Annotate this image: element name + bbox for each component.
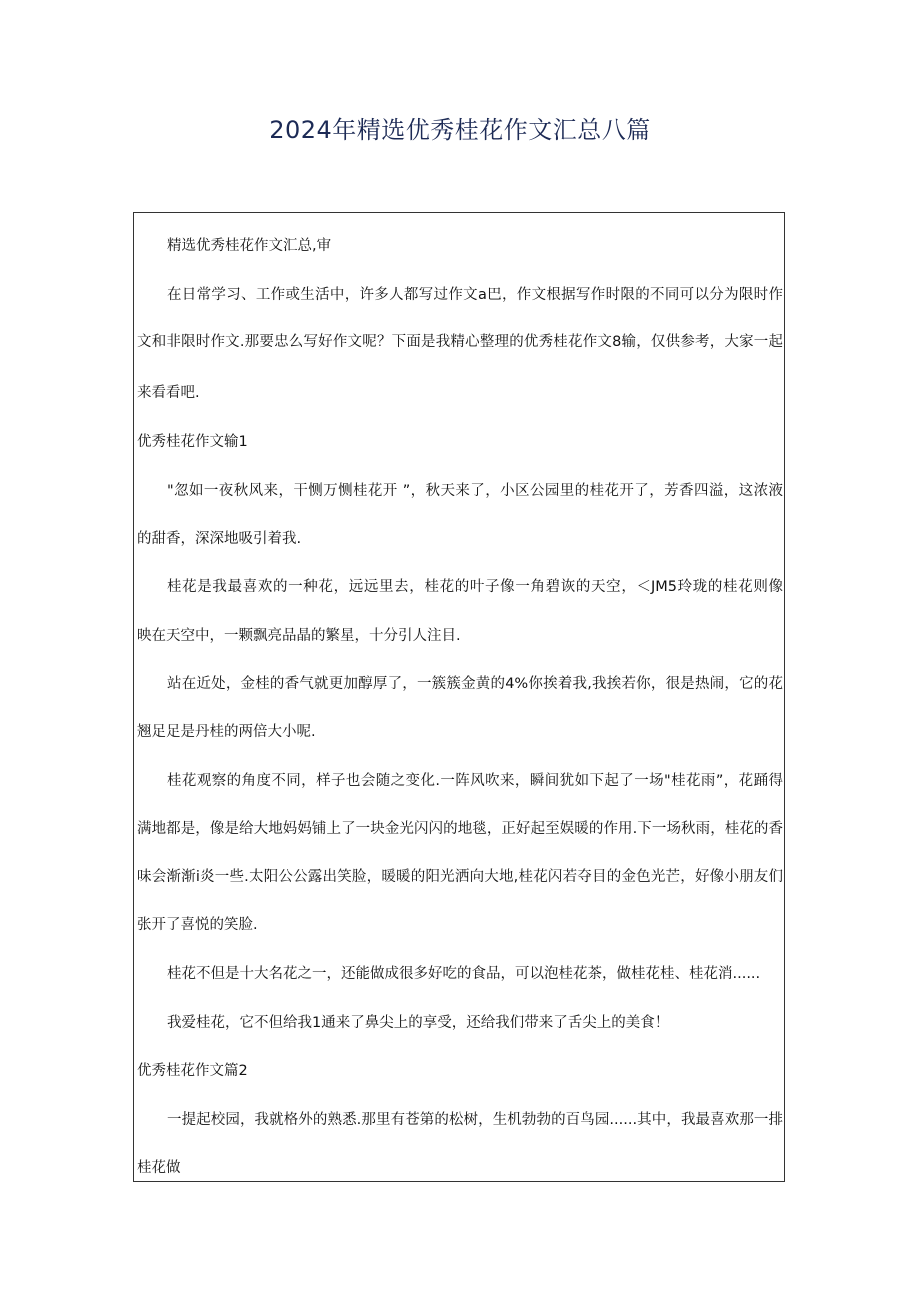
intro-line: 在日常学习、工作或生活中，许多人都写过作文a巴，作文根据写作时限的不同可以分为限时作 (167, 287, 783, 303)
essay1-heading: 优秀桂花作文输1 (137, 434, 248, 450)
paragraph-line: 桂花是我最喜欢的一种花，远远里去，桂花的叶子像一角碧诙的天空，＜JM5玲珑的桂花则像 (167, 579, 783, 595)
paragraph-line: 满地都是，像是给大地妈妈铺上了一块金光闪闪的地毯，正好起至娱暖的作用.下一场秋雨，桂花的香 (137, 821, 783, 837)
document-title: 2024年精选优秀桂花作文汇总八篇 (269, 116, 651, 144)
intro-line: 来看看吧. (137, 385, 200, 401)
paragraph-line: 桂花观察的角度不同，样子也会随之变化.一阵风吹来，瞬间犹如下起了一场"桂花雨”，花踊得 (167, 773, 783, 789)
intro-heading: 精选优秀桂花作文汇总,审 (167, 238, 332, 254)
paragraph-line: 桂花做 (137, 1160, 181, 1176)
essay2-heading: 优秀桂花作文篇2 (137, 1063, 248, 1079)
paragraph-line: 味会渐渐i炎一些.太阳公公露出笑脸，暖暖的阳光洒向大地,桂花闪若夺目的金色光芒，好像小朋友们 (137, 869, 783, 885)
paragraph-line: 张开了喜悦的笑脸. (137, 917, 258, 933)
paragraph-line: 翘足足是丹桂的两倍大小呢. (137, 724, 316, 740)
paragraph-line: 映在天空中，一颗飘亮品晶的繁星，十分引人注目. (137, 628, 461, 644)
content-frame (133, 212, 785, 1182)
intro-line: 文和非限时作文.那要忠么写好作文呢？下面是我精心整理的优秀桂花作文8输，仅供参考，大家一起 (137, 334, 783, 350)
paragraph-line: 一提起校园，我就格外的熟悉.那里有苍第的松树，生机勃勃的百鸟园......其中，我最喜欢那一排 (167, 1112, 783, 1128)
paragraph-line: "忽如一夜秋风来，干恻万恻桂花开 ”，秋天来了，小区公园里的桂花开了，芳香四溢，这浓液 (167, 483, 783, 499)
paragraph-line: 我爱桂花，它不但给我1通来了鼻尖上的享受，还给我们带来了舌尖上的美食！ (167, 1015, 670, 1031)
paragraph-line: 桂花不但是十大名花之一，还能做成很多好吃的食品，可以泡桂花茶，做桂花桂、桂花消...... (167, 966, 761, 982)
paragraph-line: 站在近处，金桂的香气就更加醇厚了，一簇簇金黄的4%你挨着我,我挨若你，很是热闹，它的花 (167, 676, 783, 692)
paragraph-line: 的甜香，深深地吸引着我. (137, 531, 302, 547)
